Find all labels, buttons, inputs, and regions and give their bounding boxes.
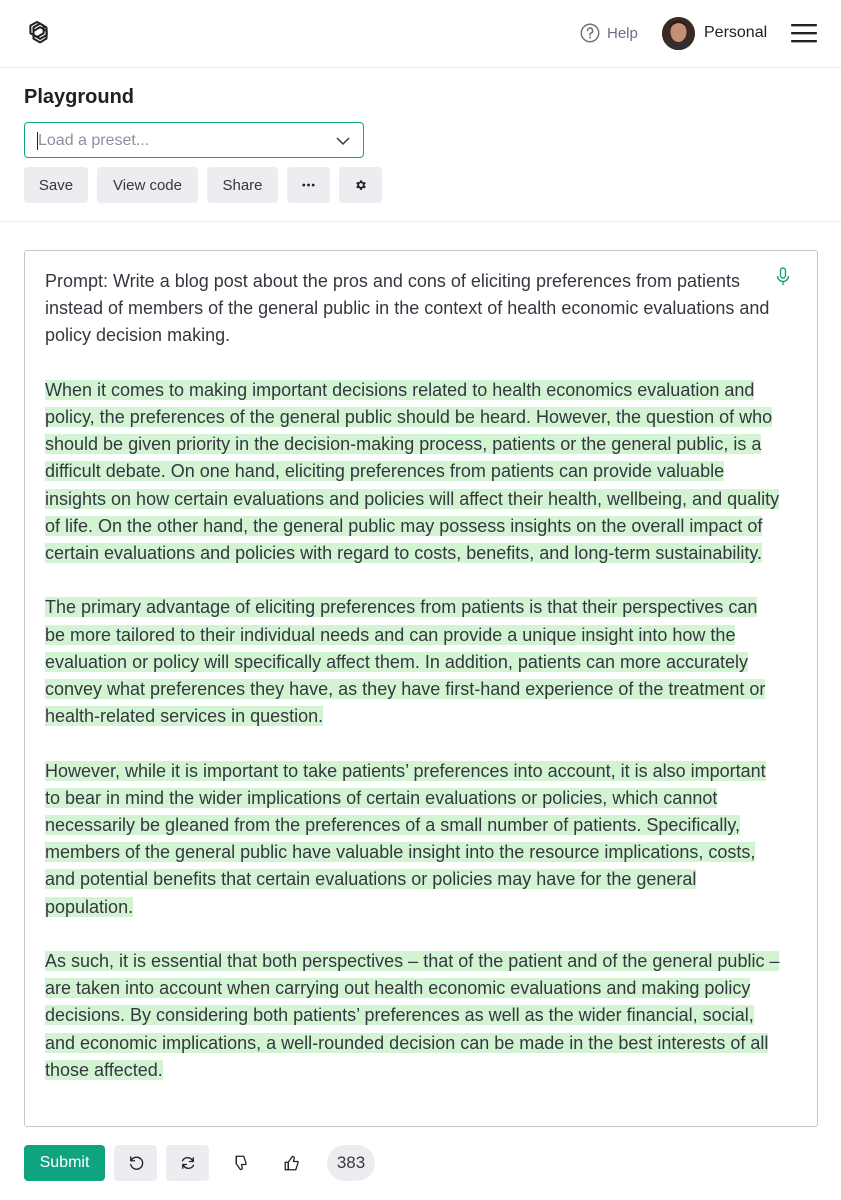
help-label: Help xyxy=(607,24,638,42)
account-label[interactable]: Personal xyxy=(704,24,768,41)
completion-paragraph: However, while it is important to take patients’ preferences into account, it is also important to bear in mind the wider implications of certain evaluations or policies, which cannot necessarily be gleaned from the preferences of a small number of patients. Specifically, members of the general public have valuable insight into the resource implications, costs, and potential benefits that certain evaluations or policies may have for the general population. xyxy=(45,760,766,917)
preset-select[interactable] xyxy=(24,122,364,158)
refresh-icon xyxy=(179,1154,197,1172)
completion-paragraph: When it comes to making important decisions related to health economics evaluation and policy, the preferences of the general public should be heard. However, the question of who should be given priority in the decision-making process, patients or the general public, is a difficult debate. On one hand, eliciting preferences from patients can provide valuable insights on how certain evaluations and policies will affect their health, wellbeing, and quality of life. On the other hand, the general public may possess insights on the overall impact of certain evaluations and policies with regard to costs, benefits, and long-term sustainability. xyxy=(45,379,780,564)
thumbs-down-icon xyxy=(231,1154,249,1172)
completion-paragraph: As such, it is essential that both perspectives – that of the patient and of the general public – are taken into account when carrying out health economic evaluations and making policy decisions. By considering both patients’ preferences as well as the wider financial, social, and economic implications, a well-rounded decision can be made in the best interests of all those affected. xyxy=(45,951,780,1080)
top-navbar xyxy=(0,0,841,68)
playground-toolbar xyxy=(24,167,382,203)
save-button[interactable]: Save xyxy=(24,167,88,203)
hamburger-menu-icon[interactable] xyxy=(791,22,817,44)
prompt-editor[interactable] xyxy=(24,250,818,1127)
completion-paragraph: The primary advantage of eliciting preferences from patients is that their perspectives can be more tailored to their individual needs and can provide a unique insight into how the evaluation or policy will specifically affect them. In addition, patients can more accurately convey what preferences they have, as they have first-hand experience of the treatment or health-related services in question. xyxy=(45,597,766,727)
editor-content[interactable] xyxy=(45,268,780,1084)
avatar-image xyxy=(662,17,695,50)
prompt-text: Prompt: Write a blog post about the pros and cons of eliciting preferences from patients instead of members of the general public in the context of health economic evaluations and policy decision making. xyxy=(45,271,770,346)
share-button[interactable]: Share xyxy=(207,167,278,203)
regenerate-button[interactable] xyxy=(166,1145,209,1181)
help-circle-icon xyxy=(579,22,601,44)
bottom-toolbar xyxy=(24,1145,375,1181)
preset-placeholder: Load a preset... xyxy=(38,132,150,149)
thumbs-down-button[interactable] xyxy=(218,1145,261,1181)
gear-icon xyxy=(354,178,368,192)
thumbs-up-button[interactable] xyxy=(270,1145,313,1181)
undo-icon xyxy=(127,1154,145,1172)
chevron-down-icon xyxy=(335,133,351,149)
settings-button[interactable] xyxy=(339,167,382,203)
ellipsis-icon xyxy=(301,182,316,188)
avatar[interactable] xyxy=(662,17,695,50)
undo-button[interactable] xyxy=(114,1145,157,1181)
openai-logo-icon[interactable] xyxy=(22,18,52,48)
view-code-button[interactable]: View code xyxy=(97,167,198,203)
thumbs-up-icon xyxy=(283,1154,301,1172)
page-title: Playground xyxy=(24,86,135,108)
playground-header xyxy=(0,68,841,222)
more-options-button[interactable] xyxy=(287,167,330,203)
submit-button[interactable]: Submit xyxy=(24,1145,105,1181)
help-link[interactable] xyxy=(579,22,638,44)
token-count-badge: 383 xyxy=(327,1145,375,1181)
